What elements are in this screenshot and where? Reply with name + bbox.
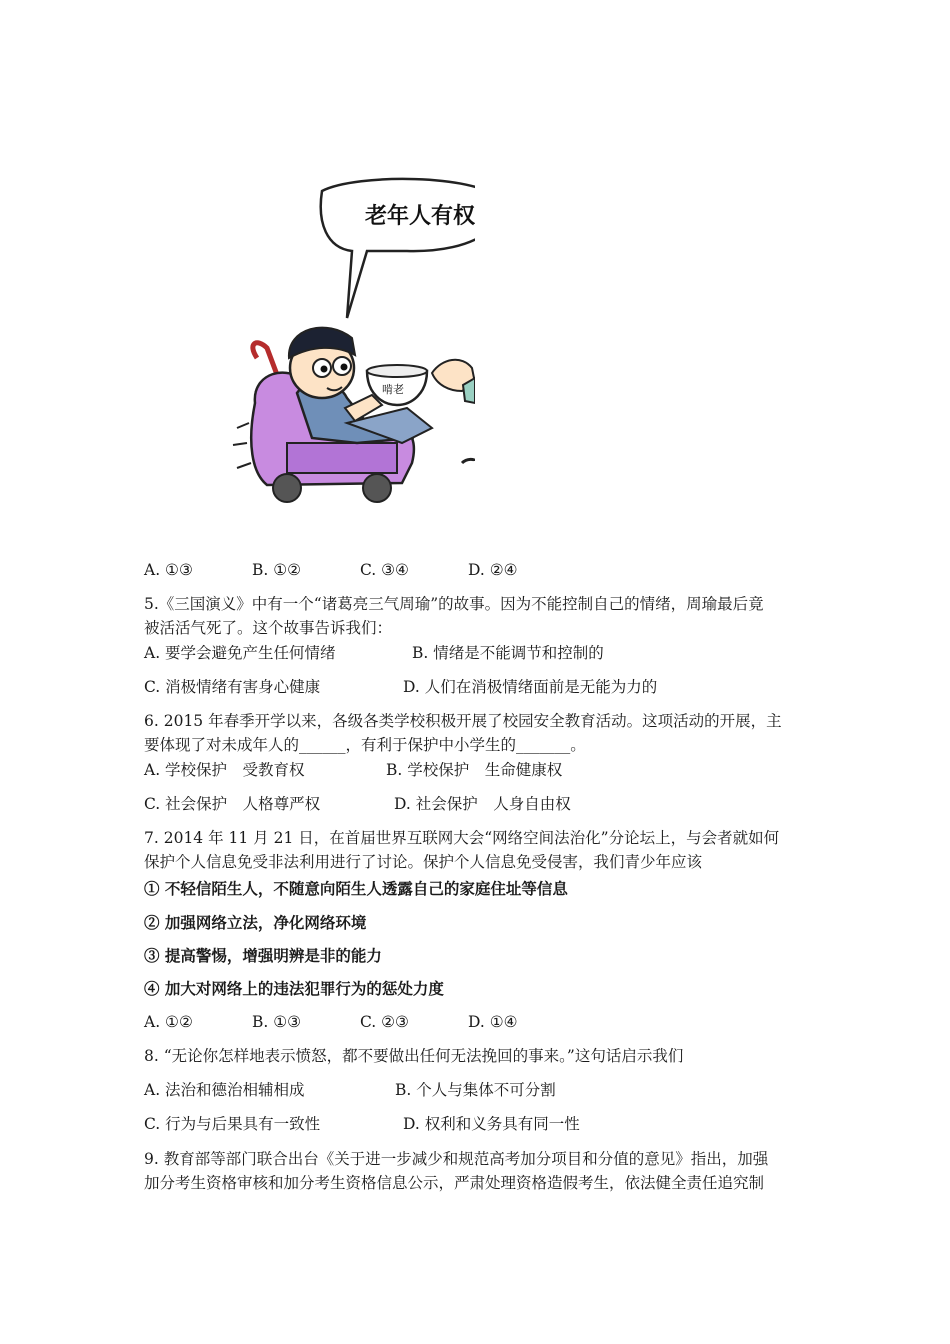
q9-stem-line-2: 加分考生资格审核和加分考生资格信息公示，严肃处理资格造假考生，依法健全责任追究制	[144, 1174, 765, 1192]
q4-option-b: B. ①②	[252, 561, 302, 579]
q6-option-c: C. 社会保护 人格尊严权	[144, 795, 321, 813]
q7-option-a: A. ①②	[144, 1013, 193, 1031]
q4-option-c: C. ③④	[360, 561, 409, 579]
q8-option-a: A. 法治和德治相辅相成	[144, 1081, 305, 1099]
q5-option-a: A. 要学会避免产生任何情绪	[144, 644, 336, 662]
q7-option-d: D. ①④	[468, 1013, 518, 1031]
q7-stem-line-1: 7. 2014 年 11 月 21 日，在首届世界互联网大会“网络空间法治化”分论坛上，与会者就如何	[144, 829, 780, 847]
speech-bubble	[321, 179, 475, 318]
q5-option-d: D. 人们在消极情绪面前是无能为力的	[403, 678, 658, 696]
bowl-text: 啃老	[382, 383, 404, 396]
q4-option-d: D. ②④	[468, 561, 518, 579]
q8-option-d: D. 权利和义务具有同一性	[403, 1115, 580, 1133]
q5-stem-line-1: 5.《三国演义》中有一个“诸葛亮三气周瑜”的故事。因为不能控制自己的情绪，周瑜最后竟	[144, 595, 764, 613]
q7-item-4: ④ 加大对网络上的违法犯罪行为的惩处力度	[144, 979, 444, 998]
q4-option-a: A. ①③	[144, 561, 193, 579]
q7-option-c: C. ②③	[360, 1013, 409, 1031]
q9-stem-line-1: 9. 教育部等部门联合出台《关于进一步减少和规范高考加分项目和分值的意见》指出，加强	[144, 1150, 769, 1168]
q8-stem: 8. “无论你怎样地表示愤怒，都不要做出任何无法挽回的事来。”这句话启示我们	[144, 1047, 684, 1065]
q7-item-2: ② 加强网络立法，净化网络环境	[144, 913, 367, 932]
q5-option-b: B. 情绪是不能调节和控制的	[412, 644, 604, 662]
q6-option-b: B. 学校保护 生命健康权	[386, 761, 563, 779]
q6-option-a: A. 学校保护 受教育权	[144, 761, 305, 779]
q7-option-b: B. ①③	[252, 1013, 302, 1031]
q7-item-3: ③ 提高警惕，增强明辨是非的能力	[144, 946, 382, 965]
bubble-text: 老年人有权	[365, 204, 475, 229]
q7-stem-line-2: 保护个人信息免受非法利用进行了讨论。保护个人信息免受侵害，我们青少年应该	[144, 853, 703, 871]
q6-stem-line-2: 要体现了对未成年人的______，有利于保护中小学生的_______。	[144, 736, 586, 754]
q8-option-c: C. 行为与后果具有一致性	[144, 1115, 321, 1133]
q7-item-1: ① 不轻信陌生人，不随意向陌生人透露自己的家庭住址等信息	[144, 879, 568, 898]
q5-stem-line-2: 被活活气死了。这个故事告诉我们：	[144, 619, 393, 637]
q5-option-c: C. 消极情绪有害身心健康	[144, 678, 321, 696]
q6-option-d: D. 社会保护 人身自由权	[394, 795, 571, 813]
cartoon-illustration	[227, 123, 475, 527]
q6-stem-line-1: 6. 2015 年春季开学以来，各级各类学校积极开展了校园安全教育活动。这项活动的开展，主	[144, 712, 782, 730]
q8-option-b: B. 个人与集体不可分割	[395, 1081, 556, 1099]
